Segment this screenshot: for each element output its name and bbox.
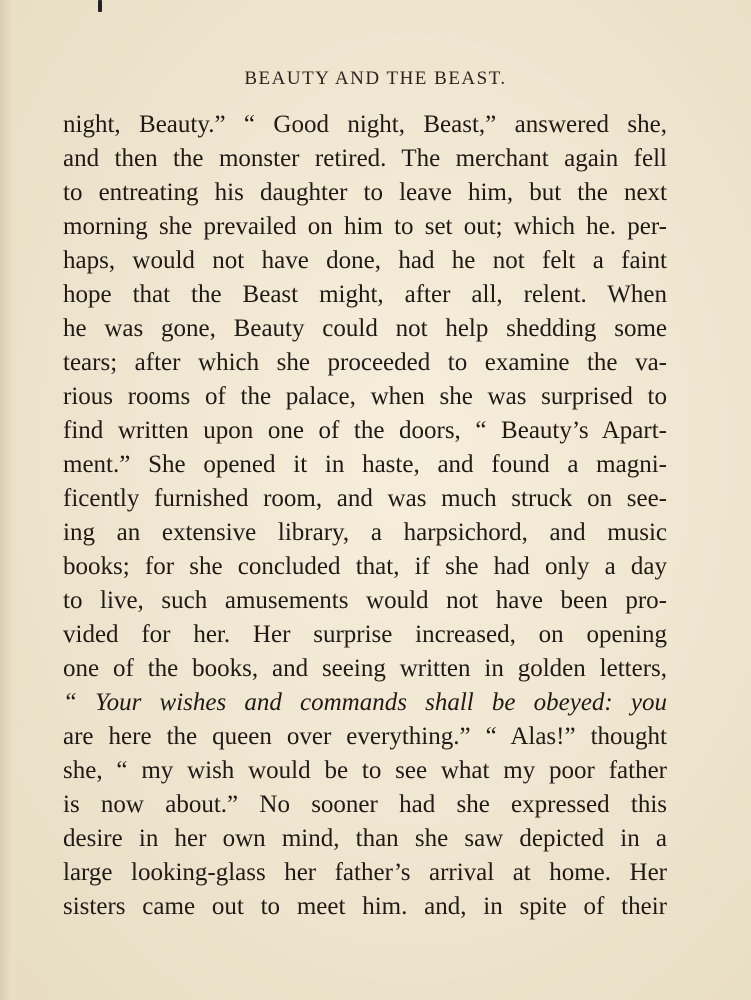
text-line: sisters came out to meet him. and, in spite of their: [63, 893, 667, 920]
text-line: night, Beauty.” “ Good night, Beast,” answered she,: [63, 111, 667, 138]
text-line: ing an extensive library, a harpsichord, and music: [63, 519, 667, 546]
body-text: [63, 108, 667, 924]
text-line: books; for she concluded that, if she had only a day: [63, 553, 667, 580]
text-line: hope that the Beast might, after all, relent. When: [63, 281, 667, 308]
text-line: ment.” She opened it in haste, and found a magni-: [63, 451, 667, 478]
text-line: morning she prevailed on him to set out; which he. per-: [63, 213, 667, 240]
text-line: are here the queen over everything.” “ Alas!” thought: [63, 723, 667, 750]
text-line: she, “ my wish would be to see what my poor father: [63, 757, 667, 784]
text-line: find written upon one of the doors, “ Beauty’s Apart-: [63, 417, 667, 444]
text-line: to entreating his daughter to leave him, but the next: [63, 179, 667, 206]
text-line: vided for her. Her surprise increased, on opening: [63, 621, 667, 648]
text-line: is now about.” No sooner had she expressed this: [63, 791, 667, 818]
text-line: he was gone, Beauty could not help shedding some: [63, 315, 667, 342]
text-line: haps, would not have done, had he not felt a faint: [63, 247, 667, 274]
running-head: BEAUTY AND THE BEAST.: [244, 68, 507, 89]
text-line: large looking-glass her father’s arrival at home. Her: [63, 859, 667, 886]
text-line: tears; after which she proceeded to examine the va-: [63, 349, 667, 376]
text-line: desire in her own mind, than she saw depicted in a: [63, 825, 667, 852]
ink-spot: [98, 0, 102, 12]
text-line-italic: “ Your wishes and commands shall be obeyed: you: [63, 689, 667, 716]
text-line: and then the monster retired. The merchant again fell: [63, 145, 667, 172]
text-line: rious rooms of the palace, when she was surprised to: [63, 383, 667, 410]
text-line: one of the books, and seeing written in golden letters,: [63, 655, 667, 682]
page-gutter-shadow: [0, 0, 18, 1000]
text-line: to live, such amusements would not have been pro-: [63, 587, 667, 614]
text-line: ficently furnished room, and was much struck on see-: [63, 485, 667, 512]
